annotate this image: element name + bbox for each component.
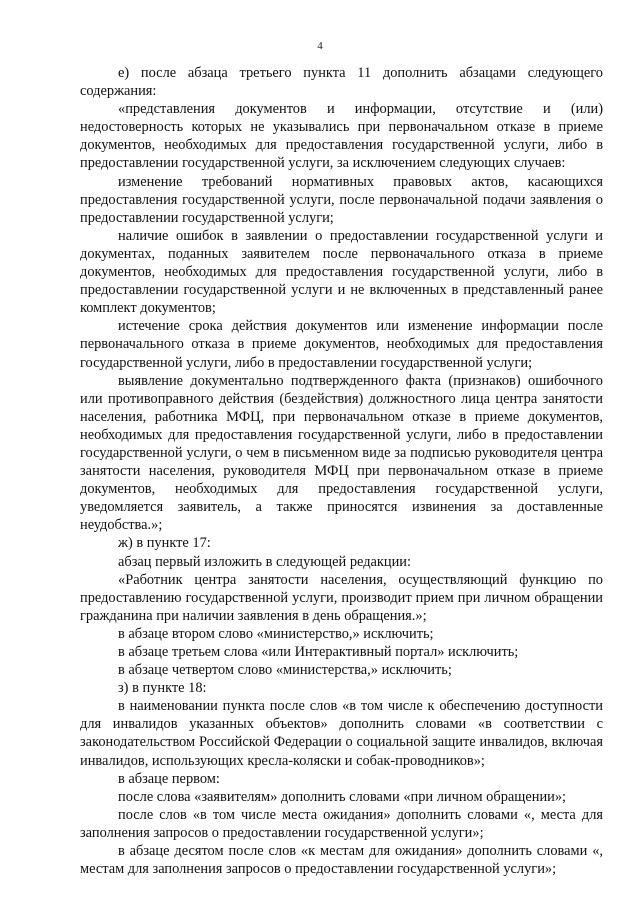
page-number: 4 [317, 40, 323, 52]
paragraph-quote-start: «представления документов и информации, отсутствие и (или) недостоверность которых не указывались при первоначальном отказе в приеме документов, необходимых для предоставления государственной услуги, либо в предоставлении государственной услуги, за исключением следующих случаев: [80, 101, 603, 172]
paragraph: в наименовании пункта после слов «в том числе к обеспечению доступности для инвалидов указанных объектов» дополнить словами «в соответствии с законодательством Российской Федерации о социальной защите инвалидов, включая инвалидов, использующих кресла-коляски и собак-проводников»; [80, 698, 603, 769]
paragraph-item-zh: ж) в пункте 17: [118, 535, 211, 552]
paragraph-item-z: з) в пункте 18: [118, 680, 207, 697]
paragraph: в абзаце первом: [118, 770, 220, 787]
paragraph: наличие ошибок в заявлении о предоставлении государственной услуги и документах, поданных заявителем после первоначального отказа в приеме документов, необходимых для предоставления государственной услуги, либо в предоставлении государственной услуги и не включенных в представленный ранее комплект документов; [80, 227, 603, 317]
paragraph: «Работник центра занятости населения, осуществляющий функцию по предоставлению государственной услуги, производит прием при личном обращении гражданина при наличии заявления в день обращения.»; [80, 571, 603, 624]
paragraph: после слова «заявителям» дополнить словами «при личном обращении»; [118, 788, 567, 805]
paragraph-item-e: е) после абзаца третьего пункта 11 дополнить абзацами следующего содержания: [80, 65, 603, 100]
paragraph: в абзаце четвертом слово «министерства,» исключить; [118, 662, 452, 679]
paragraph: истечение срока действия документов или изменение информации после первоначального отказа в приеме документов, необходимых для предоставления государственной услуги, либо в предоставлении государственной услуги; [80, 318, 603, 371]
paragraph: изменение требований нормативных правовых актов, касающихся предоставления государственной услуги, после первоначальной подачи заявления о предоставлении государственной услуги; [80, 173, 603, 226]
paragraph: в абзаце десятом после слов «к местам для ожидания» дополнить словами «, местам для заполнения запросов о предоставлении государственной услуги»; [80, 843, 603, 878]
paragraph: в абзаце третьем слова «или Интерактивный портал» исключить; [118, 644, 519, 660]
paragraph: в абзаце втором слово «министерство,» исключить; [118, 625, 434, 642]
paragraph: абзац первый изложить в следующей редакции: [118, 553, 412, 570]
document-body [80, 64, 603, 878]
paragraph: после слов «в том числе места ожидания» дополнить словами «, места для заполнения запросов о предоставлении государственной услуги»; [80, 806, 603, 841]
paragraph: выявление документально подтвержденного факта (признаков) ошибочного или противоправного действия (бездействия) должностного лица центра занятости населения, работника МФЦ, при первоначальном отказе в приеме документов, необходимых для предоставления государственной услуги, либо в предоставлении государственной услуги, о чем в письменном виде за подписью руководителя центра занятости населения, руководителя МФЦ при первоначальном отказе в приеме документов, необходимых для предоставления государственной услуги, уведомляется заявитель, а также приносятся извинения за доставленные неудобства.»; [80, 372, 603, 534]
